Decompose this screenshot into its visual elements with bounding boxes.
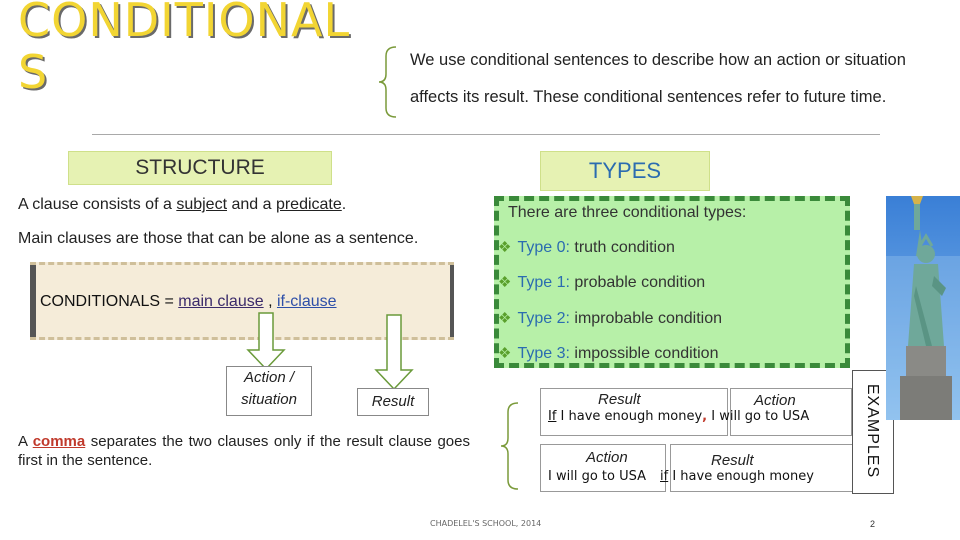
- slide-title-line1: CONDITIONAL: [18, 0, 351, 47]
- result-label-box: Result: [357, 388, 429, 416]
- diamond-bullet-icon: ❖: [498, 310, 512, 327]
- type-item: [498, 238, 675, 257]
- down-arrow-icon: [246, 312, 286, 370]
- comma-rule-text-part: A: [18, 433, 33, 450]
- comma-rule-text: [18, 432, 470, 470]
- type-desc: probable condition: [569, 274, 706, 291]
- main-clause-definition: [18, 230, 418, 248]
- example-comma: ,: [702, 409, 708, 424]
- type-name: Type 1:: [517, 274, 570, 291]
- subject-term: subject: [176, 196, 228, 213]
- types-intro: There are three conditional types:: [508, 204, 747, 221]
- divider: [92, 134, 880, 135]
- if-clause-link: if-clause: [276, 293, 337, 310]
- example-action-label: Action: [586, 449, 628, 466]
- action-label-box: Action / situation: [226, 366, 312, 416]
- intro-line-2: affects its result. These conditional sentences refer to future time.: [410, 88, 887, 106]
- if-word: if: [660, 469, 669, 484]
- clause-text: .: [341, 196, 347, 213]
- page-number: 2: [870, 519, 876, 529]
- example-text: I will go to USA: [707, 409, 810, 424]
- clause-definition: [18, 196, 346, 214]
- clause-text: A: [18, 196, 33, 213]
- predicate-term: predicate: [275, 196, 342, 213]
- diamond-bullet-icon: ❖: [498, 345, 512, 362]
- main-clause-text: are those that can be alone as a sentence.: [111, 230, 419, 247]
- diamond-bullet-icon: ❖: [498, 274, 512, 291]
- intro-brace-icon: [378, 46, 398, 118]
- example-text: I will go to USA: [548, 469, 646, 484]
- main-clause-link: main clause: [178, 293, 264, 310]
- statue-of-liberty-icon: [886, 196, 960, 420]
- example-text: I have enough money: [668, 469, 814, 484]
- footer-school: CHADELEL'S SCHOOL, 2014: [430, 519, 542, 528]
- formula-text: [40, 293, 337, 311]
- examples-side-text: EXAMPLES: [864, 383, 882, 479]
- type-desc: improbable condition: [569, 310, 723, 327]
- type-desc: impossible condition: [569, 345, 719, 362]
- formula-comma: ,: [263, 293, 277, 310]
- types-header: TYPES: [540, 151, 710, 191]
- examples-brace-icon: [500, 402, 520, 490]
- clause-text: consists of a: [78, 196, 177, 213]
- example-result-label: Result: [598, 391, 641, 408]
- comma-rule-text-part: separates the two clauses only if the result clause goes first in the sentence.: [18, 433, 470, 469]
- down-arrow-icon: [374, 314, 414, 390]
- clause-term: clause: [32, 196, 79, 213]
- example-sentence-2: [548, 469, 814, 484]
- intro-line-1: We use conditional sentences to describe how an action or situation: [410, 51, 906, 69]
- example-cell: [670, 444, 856, 492]
- type-item: [498, 344, 718, 363]
- type-item: [498, 309, 722, 328]
- type-name: Type 0:: [517, 239, 570, 256]
- slide-title-line2: S: [18, 45, 48, 99]
- example-action-label: Action: [754, 392, 796, 409]
- type-item: [498, 273, 705, 292]
- clause-text: and a: [227, 196, 276, 213]
- comma-term: comma: [32, 433, 86, 450]
- structure-header: STRUCTURE: [68, 151, 332, 185]
- type-name: Type 3:: [517, 345, 570, 362]
- example-sentence-1: [548, 409, 809, 424]
- diamond-bullet-icon: ❖: [498, 239, 512, 256]
- if-word: If: [548, 409, 557, 424]
- type-desc: truth condition: [569, 239, 675, 256]
- intro-text: [410, 42, 955, 116]
- example-text: I have enough money: [556, 409, 703, 424]
- type-name: Type 2:: [517, 310, 570, 327]
- main-clause-term: Main clauses: [18, 230, 112, 247]
- formula-label: CONDITIONALS =: [40, 293, 179, 310]
- example-result-label: Result: [711, 452, 754, 469]
